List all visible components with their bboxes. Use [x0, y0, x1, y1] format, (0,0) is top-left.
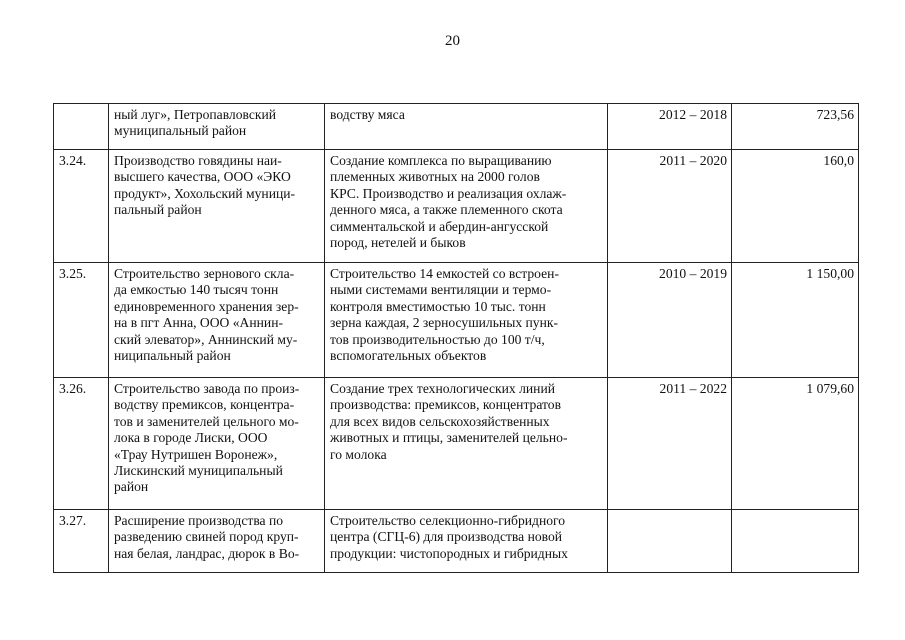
project-amount — [732, 510, 859, 573]
table-row — [54, 104, 859, 150]
project-name: Строительство зернового скла- да емкостью 140 тысяч тонн единовременного хранения зер- на в пгт Анна, ООО «Аннин- ский элеватор», Аннинский му- ниципальный район — [109, 263, 325, 378]
project-description: Строительство 14 емкостей со встроен- ными системами вентиляции и термо- контроля вместимостью 10 тыс. тонн зерна каждая, 2 зерносушильных пунк- тов производительностью до 100 т/ч, вспомогательных объектов — [325, 263, 608, 378]
project-amount: 1 079,60 — [732, 378, 859, 510]
row-number: 3.26. — [54, 378, 109, 510]
table-row — [54, 378, 859, 510]
project-description: водству мяса — [325, 104, 608, 150]
project-amount: 160,0 — [732, 150, 859, 263]
project-amount: 1 150,00 — [732, 263, 859, 378]
row-number: 3.25. — [54, 263, 109, 378]
table-row — [54, 263, 859, 378]
project-description: Создание трех технологических линий производства: премиксов, концентратов для всех видов сельскохозяйственных животных и птицы, заменителей цельно- го молока — [325, 378, 608, 510]
project-period: 2011 – 2020 — [608, 150, 732, 263]
project-name: ный луг», Петропавловский муниципальный район — [109, 104, 325, 150]
project-description: Создание комплекса по выращиванию племенных животных на 2000 голов КРС. Производство и реализация охлаж- денного мяса, а также племенного скота симментальской и абердин-ангусской пород, нетелей и быков — [325, 150, 608, 263]
table-row — [54, 150, 859, 263]
project-description: Строительство селекционно-гибридного центра (СГЦ-6) для производства новой продукции: чистопородных и гибридных — [325, 510, 608, 573]
project-amount: 723,56 — [732, 104, 859, 150]
project-name: Расширение производства по разведению свиней пород круп- ная белая, ландрас, дюрок в Во- — [109, 510, 325, 573]
table-row — [54, 510, 859, 573]
row-number — [54, 104, 109, 150]
row-number: 3.27. — [54, 510, 109, 573]
project-period: 2010 – 2019 — [608, 263, 732, 378]
row-number: 3.24. — [54, 150, 109, 263]
page-number: 20 — [445, 33, 460, 49]
project-period: 2012 – 2018 — [608, 104, 732, 150]
project-name: Производство говядины наи- высшего качества, ООО «ЭКО продукт», Хохольский муници- пальный район — [109, 150, 325, 263]
project-name: Строительство завода по произ- водству премиксов, концентра- тов и заменителей цельного мо- лока в городе Лиски, ООО «Трау Нутришен Воронеж», Лискинский муниципальный район — [109, 378, 325, 510]
project-period — [608, 510, 732, 573]
project-period: 2011 – 2022 — [608, 378, 732, 510]
projects-table — [53, 103, 859, 573]
